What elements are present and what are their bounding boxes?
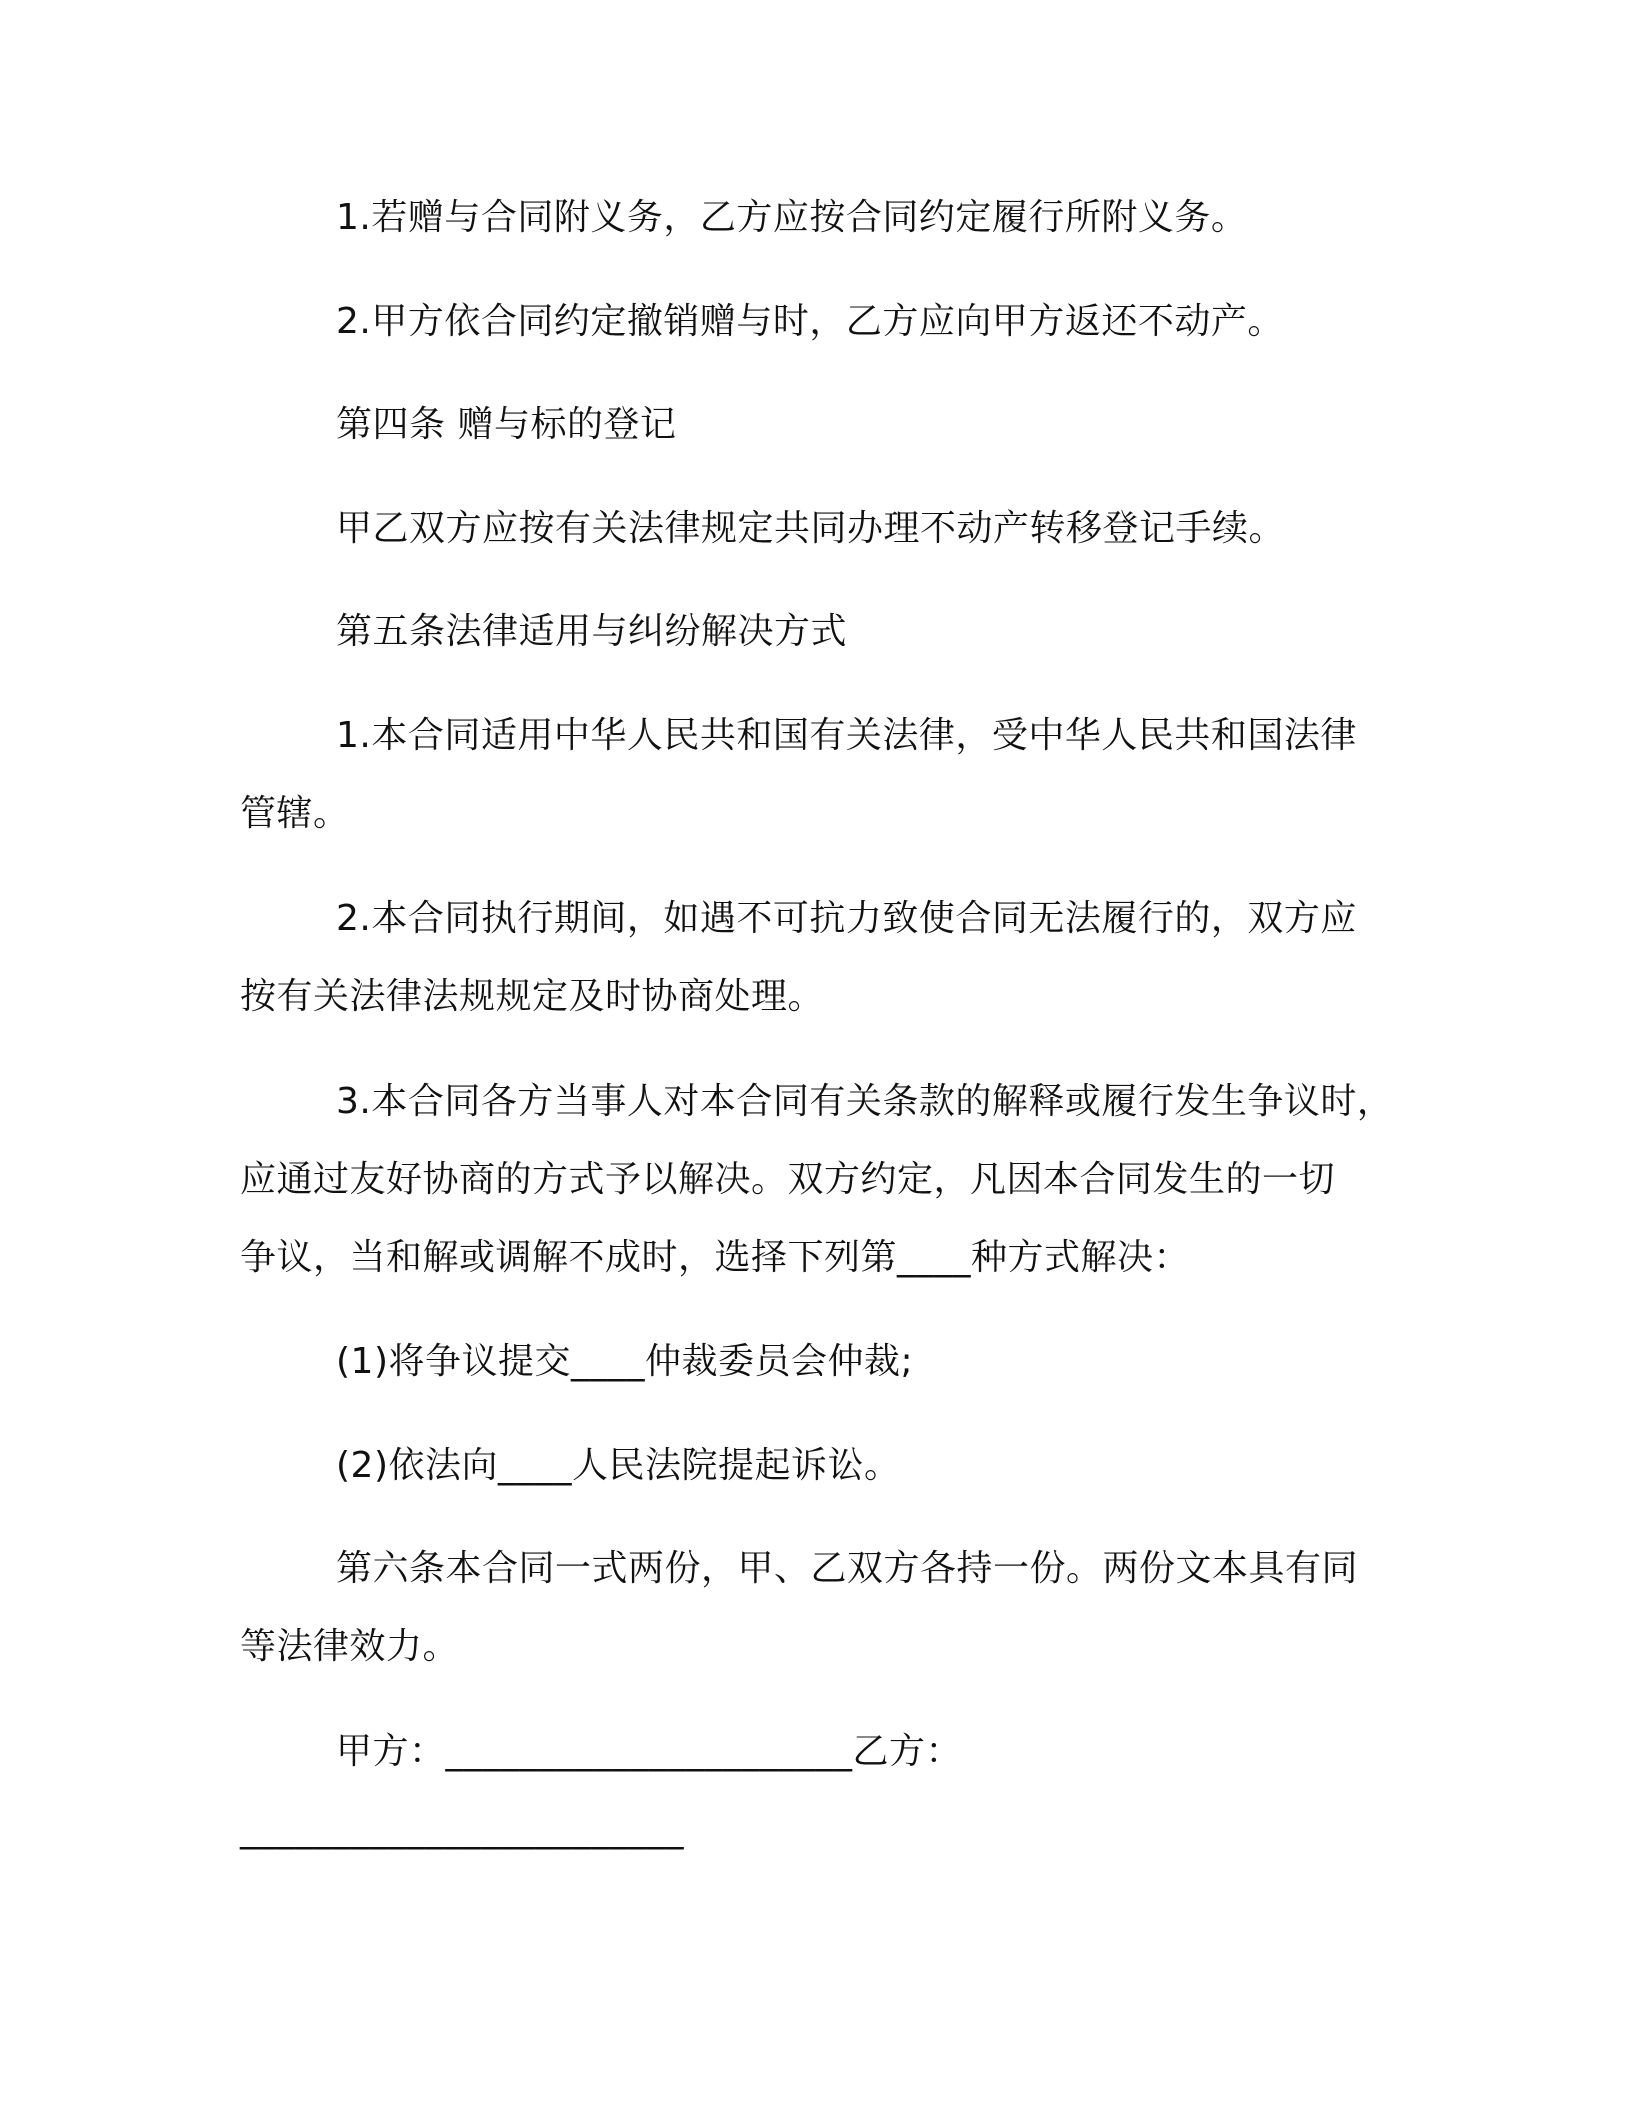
clause-5-item-3-line-3: 争议，当和解或调解不成时，选择下列第____种方式解决： (240, 1237, 1191, 1278)
clause-5-item-2-line-2: 按有关法律法规规定及时协商处理。 (240, 976, 825, 1017)
clause-6-line-1: 第六条本合同一式两份，甲、乙双方各持一份。两份文本具有同 (336, 1548, 1359, 1589)
clause-5-item-1-line-1: 1.本合同适用中华人民共和国有关法律，受中华人民共和国法律 (336, 715, 1357, 756)
clause-5-item-2-line-1: 2.本合同执行期间，如遇不可抗力致使合同无法履行的，双方应 (336, 898, 1357, 939)
clause-5-item-3-line-2: 应通过友好协商的方式予以解决。双方约定，凡因本合同发生的一切 (240, 1159, 1336, 1200)
signature-line-party-a-b: 甲方：______________________乙方： (336, 1731, 963, 1772)
clause-5-heading: 第五条法律适用与纠纷解决方式 (336, 611, 848, 652)
clause-4-heading: 第四条 赠与标的登记 (336, 404, 677, 445)
clause-4-body: 甲乙双方应按有关法律规定共同办理不动产转移登记手续。 (336, 508, 1286, 549)
clause-3-item-2: 2.甲方依合同约定撤销赠与时，乙方应向甲方返还不动产。 (336, 301, 1284, 342)
clause-3-item-1: 1.若赠与合同附义务，乙方应按合同约定履行所附义务。 (336, 197, 1248, 238)
signature-line-blank: ________________________ (240, 1809, 684, 1850)
clause-6-line-2: 等法律效力。 (240, 1626, 460, 1667)
clause-5-item-1-line-2: 管辖。 (240, 793, 350, 834)
clause-5-item-3-line-1: 3.本合同各方当事人对本合同有关条款的解释或履行发生争议时， (336, 1081, 1394, 1122)
dispute-option-2: (2)依法向____人民法院提起诉讼。 (336, 1445, 901, 1486)
dispute-option-1: (1)将争议提交____仲裁委员会仲裁; (336, 1341, 914, 1382)
